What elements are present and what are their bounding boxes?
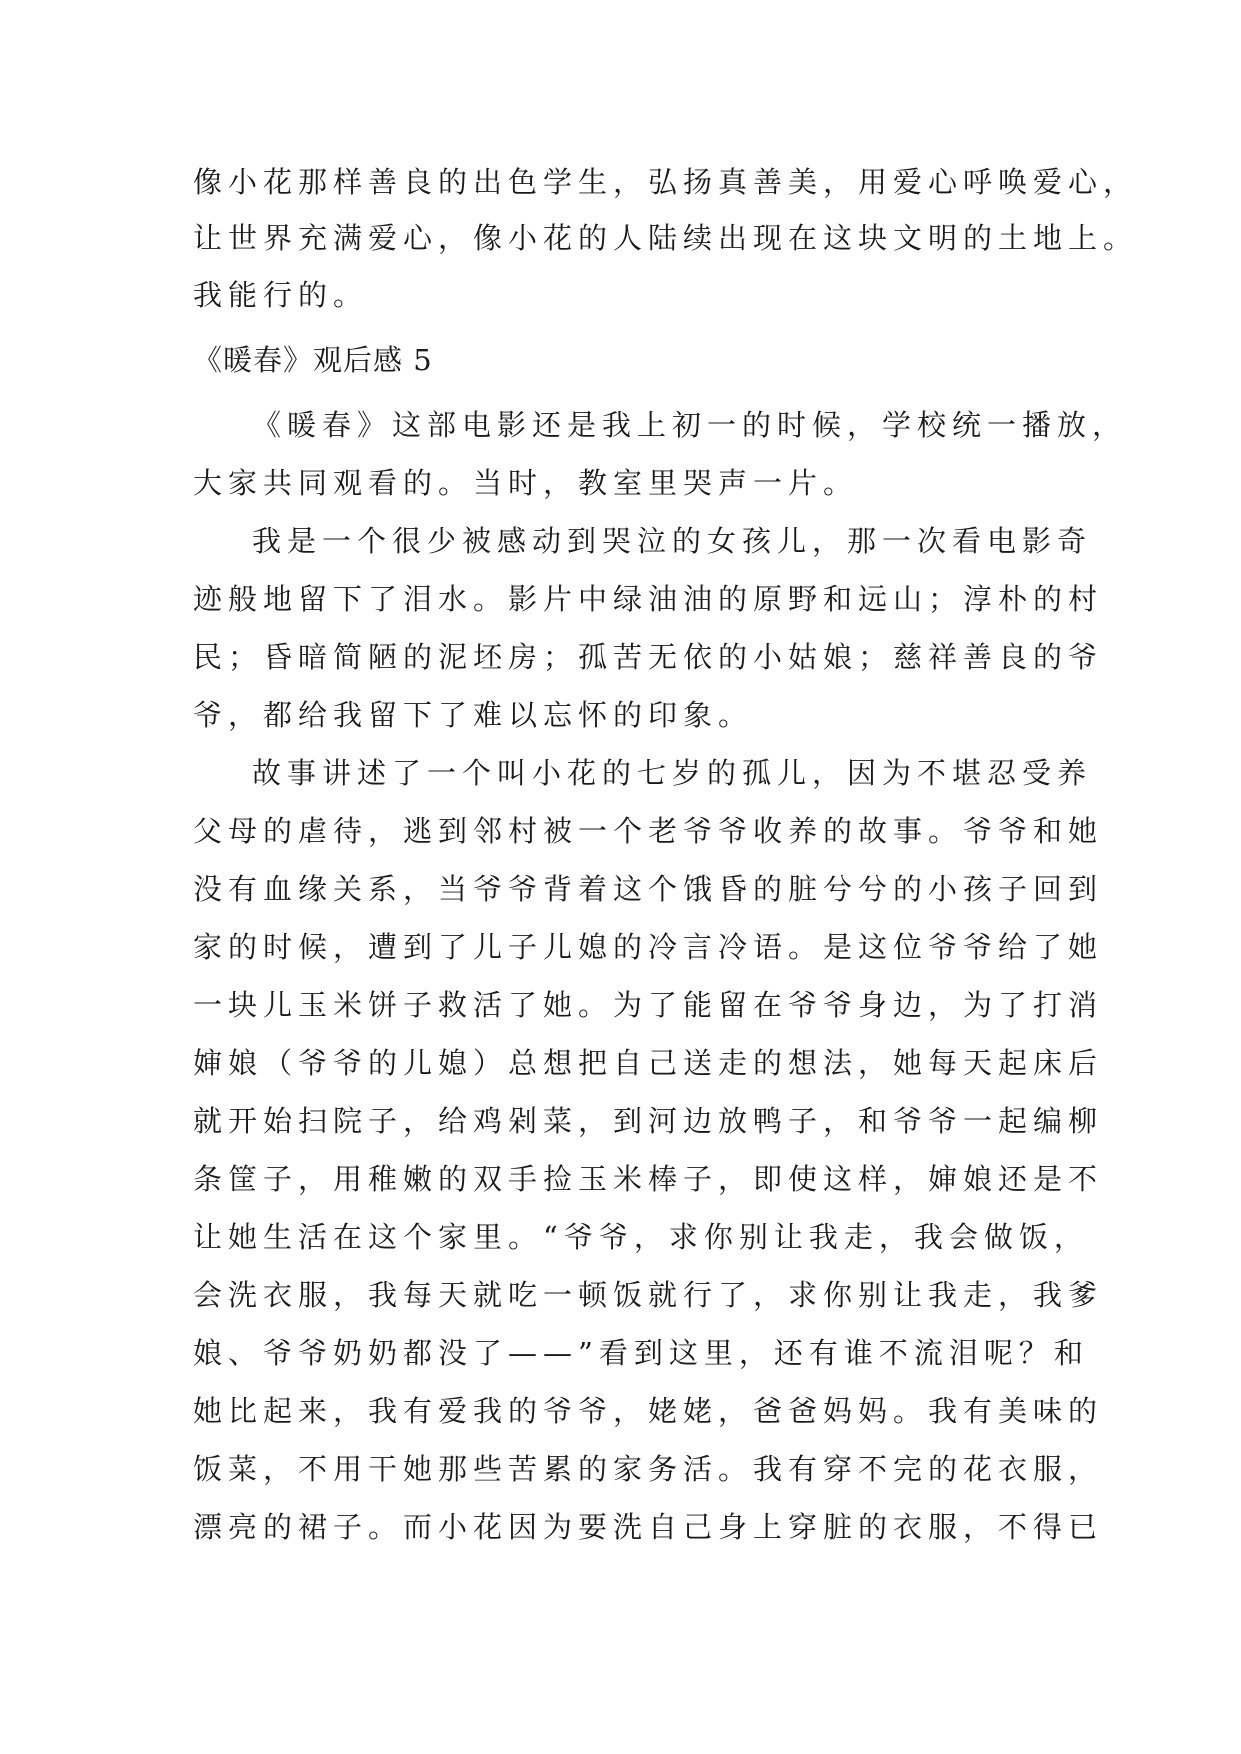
- text-line: 让她生活在这个家里。“爷爷，求你别让我走，我会做饭，: [193, 1220, 1089, 1254]
- text-line: 饭菜，不用干她那些苦累的家务活。我有穿不完的花衣服，: [193, 1452, 1104, 1486]
- text-line: 一块儿玉米饼子救活了她。为了能留在爷爷身边，为了打消: [193, 988, 1104, 1022]
- section-title: 《暖春》观后感 5: [193, 343, 433, 377]
- text-line: 让世界充满爱心，像小花的人陆续出现在这块文明的土地上。: [193, 221, 1139, 255]
- text-line: 她比起来，我有爱我的爷爷，姥姥，爸爸妈妈。我有美味的: [193, 1394, 1104, 1428]
- text-line: 没有血缘关系，当爷爷背着这个饿昏的脏兮兮的小孩子回到: [193, 872, 1104, 906]
- paragraph-first-line: 《暖春》这部电影还是我上初一的时候，学校统一播放，: [252, 408, 1128, 442]
- text-line: 条筐子，用稚嫩的双手捡玉米棒子，即使这样，婶娘还是不: [193, 1162, 1104, 1196]
- text-line: 就开始扫院子，给鸡剁菜，到河边放鸭子，和爷爷一起编柳: [193, 1104, 1104, 1138]
- text-line: 会洗衣服，我每天就吃一顿饭就行了，求你别让我走，我爹: [193, 1278, 1104, 1312]
- text-line: 我能行的。: [193, 278, 369, 312]
- text-line: 婶娘（爷爷的儿媳）总想把自己送走的想法，她每天起床后: [193, 1046, 1104, 1080]
- text-line: 娘、爷爷奶奶都没了——”看到这里，还有谁不流泪呢？和: [193, 1336, 1089, 1370]
- text-line: 家的时候，遭到了儿子儿媳的冷言冷语。是这位爷爷给了她: [193, 930, 1104, 964]
- text-line: 迹般地留下了泪水。影片中绿油油的原野和远山；淳朴的村: [193, 582, 1104, 616]
- paragraph-first-line: 故事讲述了一个叫小花的七岁的孤儿，因为不堪忍受养: [252, 756, 1093, 790]
- text-line: 像小花那样善良的出色学生，弘扬真善美，用爱心呼唤爱心，: [193, 165, 1139, 199]
- text-line: 大家共同观看的。当时，教室里哭声一片。: [193, 466, 859, 500]
- text-line: 漂亮的裙子。而小花因为要洗自己身上穿脏的衣服，不得已: [193, 1510, 1104, 1544]
- text-line: 民；昏暗简陋的泥坯房；孤苦无依的小姑娘；慈祥善良的爷: [193, 640, 1104, 674]
- text-line: 爷，都给我留下了难以忘怀的印象。: [193, 698, 754, 732]
- text-line: 父母的虐待，逃到邻村被一个老爷爷收养的故事。爷爷和她: [193, 814, 1104, 848]
- paragraph-first-line: 我是一个很少被感动到哭泣的女孩儿，那一次看电影奇: [252, 524, 1093, 558]
